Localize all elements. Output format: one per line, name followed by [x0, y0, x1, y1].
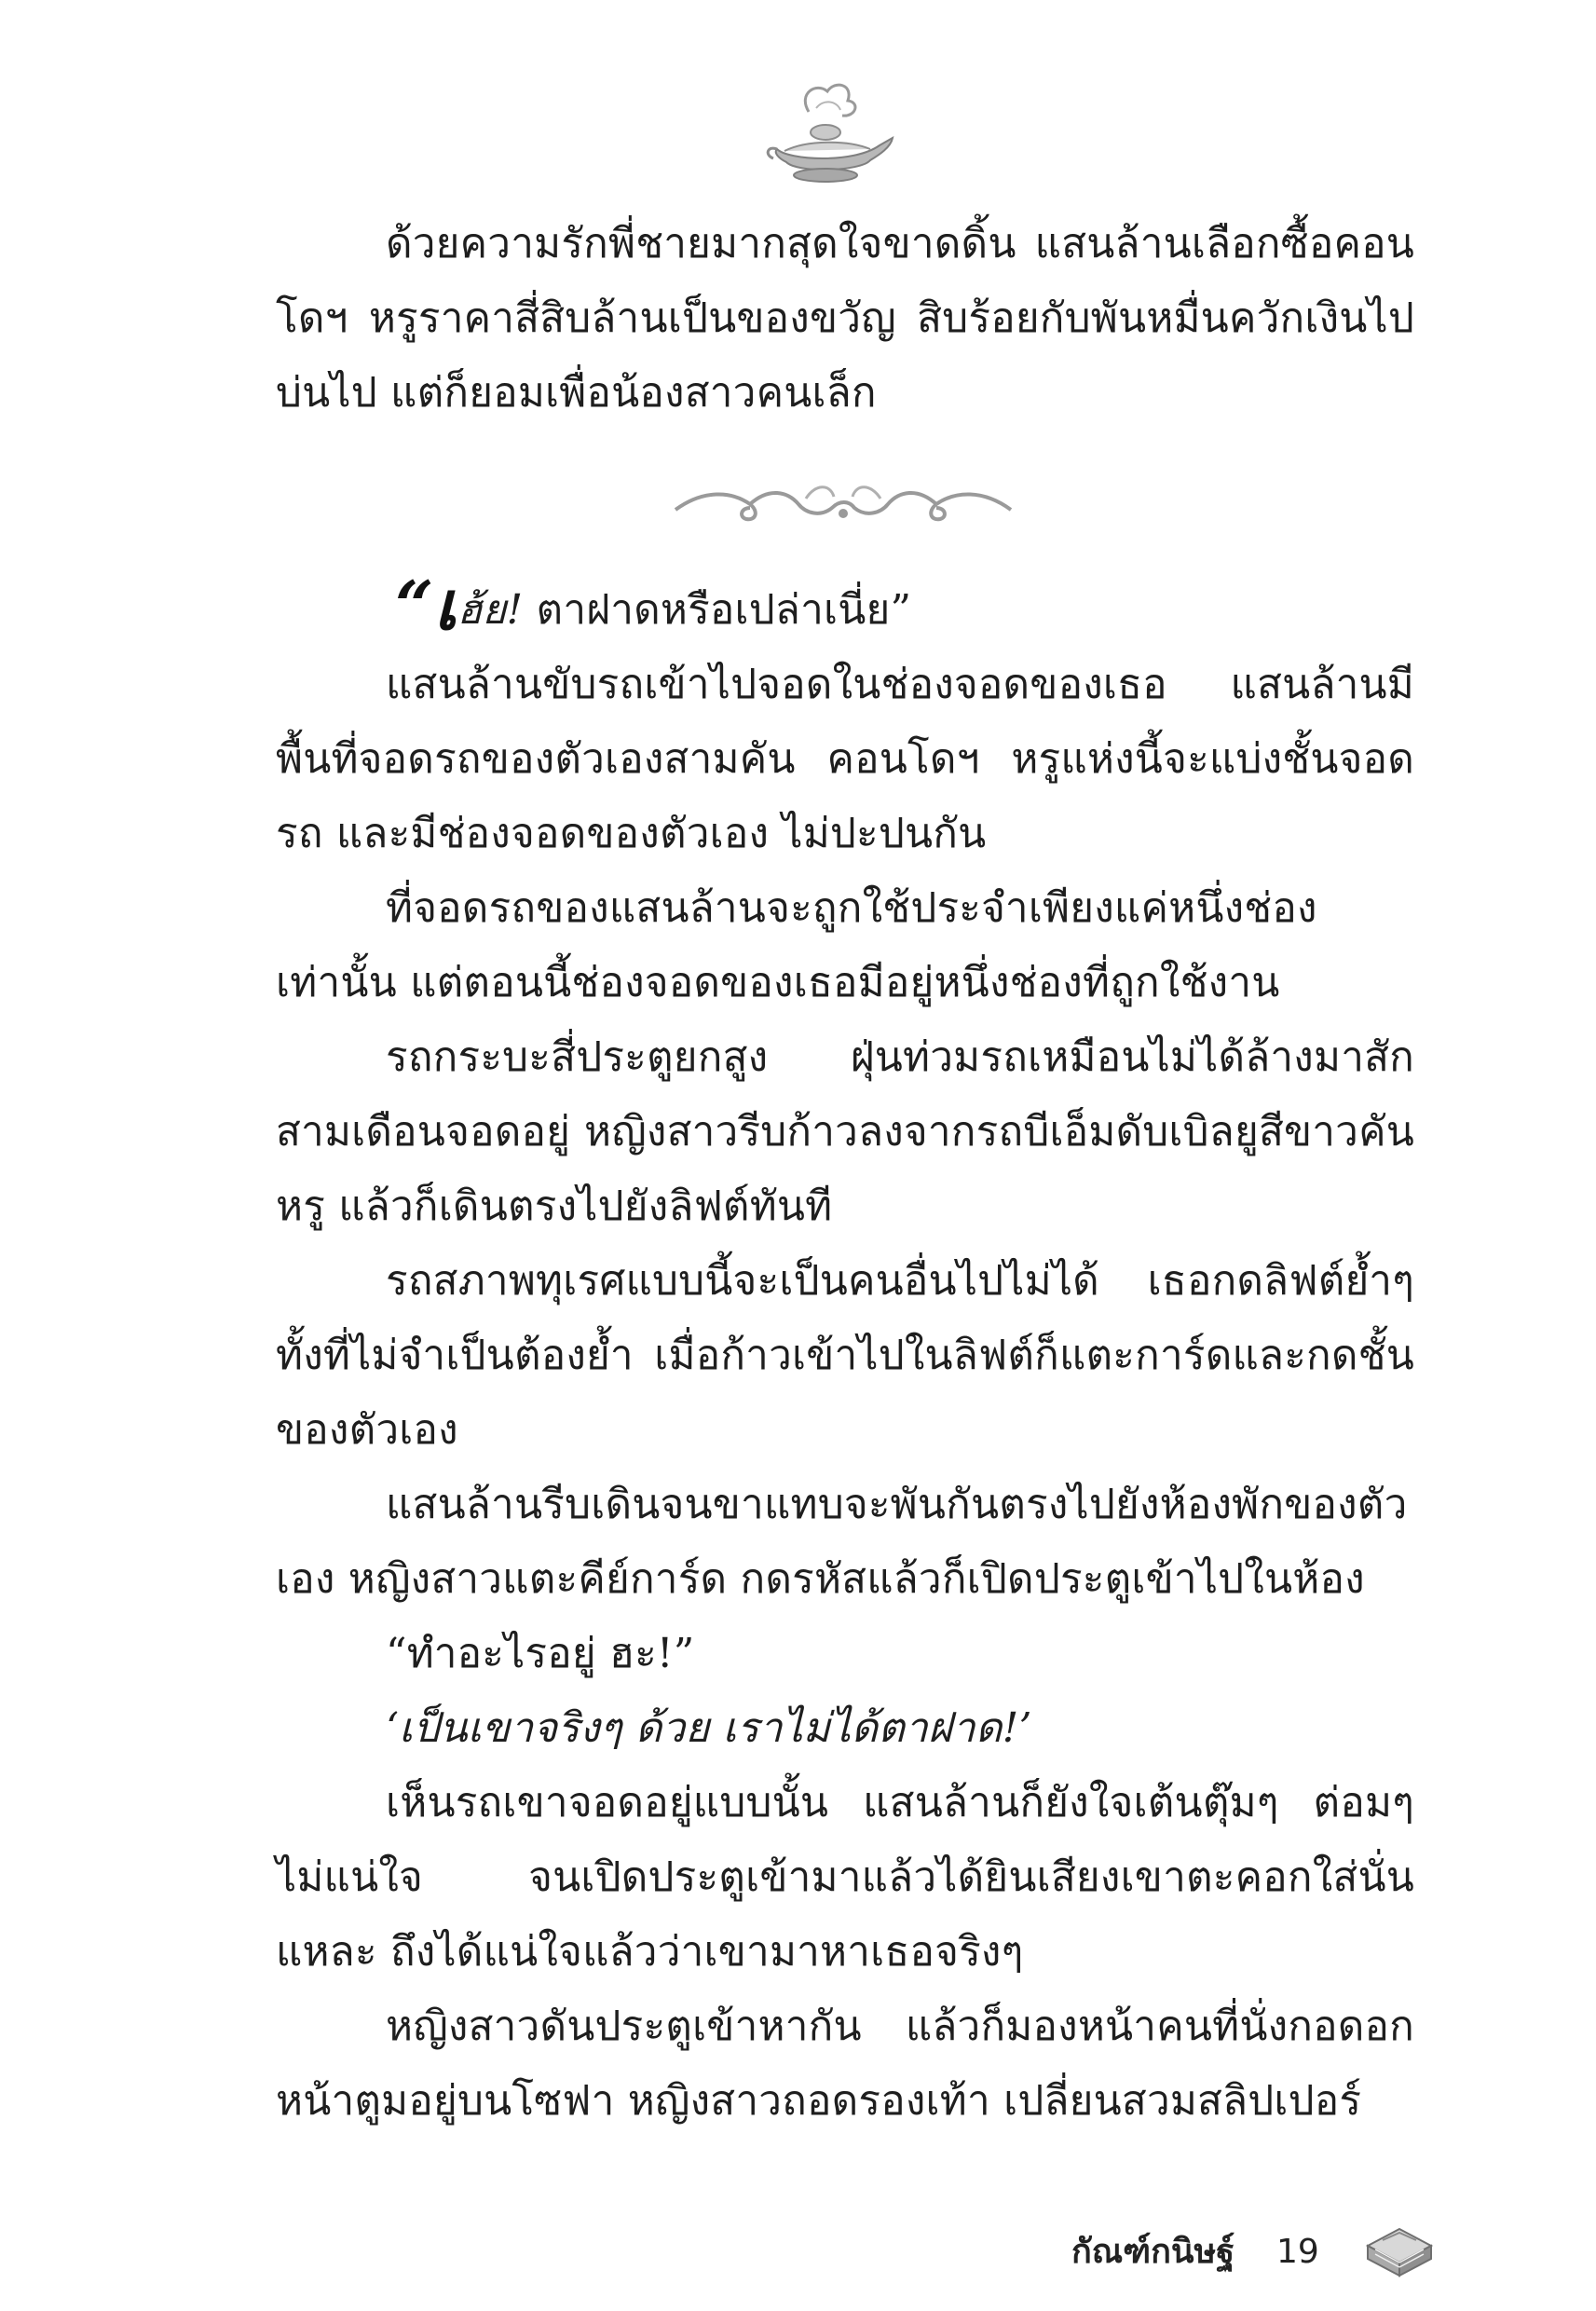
thought-line: ‘เป็นเขาจริงๆ ด้วย เราไม่ได้ตาฝาด!’ [386, 1704, 1032, 1752]
dropcap: “เ [395, 566, 457, 645]
paragraph: ที่จอดรถของแสนล้านจะถูกใช้ประจำเพียงแค่หนึ่งช่องเท่านั้น แต่ตอนนี้ช่องจอดของเธอมีอยู่หนึ่งช่องที่ถูกใช้งาน [276, 884, 1317, 1006]
opening-rest: ตาฝาดหรือเปล่าเนี่ย” [523, 586, 912, 634]
intro-section [276, 207, 1414, 431]
dialogue-line: “ทำอะไรอยู่ ฮะ!” [386, 1630, 695, 1677]
paragraph: รถกระบะสี่ประตูยกสูง ฝุ่นท่วมรถเหมือนไม่ได้ล้างมาสักสามเดือนจอดอยู่ หญิงสาวรีบก้าวลงจากรถบีเอ็มดับเบิลยูสีขาวคันหรู แล้วก็เดินตรงไปยังลิฟต์ทันที [276, 1033, 1414, 1230]
page-number: 19 [1276, 2233, 1319, 2271]
opening-exclaim: ฮ้ย! [457, 586, 524, 634]
paragraph: รถสภาพทุเรศแบบนี้จะเป็นคนอื่นไปไม่ได้ เธอกดลิฟต์ย้ำๆ ทั้งที่ไม่จำเป็นต้องย้ำ เมื่อก้าวเข้าไปในลิฟต์ก็แตะการ์ดและกดชั้นของตัวเอง [276, 1257, 1414, 1454]
opening-line [276, 568, 1414, 648]
paragraph: แสนล้านรีบเดินจนขาแทบจะพันกันตรงไปยังห้องพักของตัวเอง หญิงสาวแตะคีย์การ์ด กดรหัสแล้วก็เปิดประตูเข้าไปในห้อง [276, 1481, 1408, 1603]
paragraph: แสนล้านขับรถเข้าไปจอดในช่องจอดของเธอ แสนล้านมีพื้นที่จอดรถของตัวเองสามคัน คอนโดฯ หรูแห่งนี้จะแบ่งชั้นจอดรถ และมีช่องจอดของตัวเอง ไม่ปะปนกัน [276, 661, 1414, 857]
paragraph: ด้วยความรักพี่ชายมากสุดใจขาดดิ้น แสนล้านเลือกซื้อคอนโดฯ หรูราคาสี่สิบล้านเป็นของขวัญ สิบร้อยกับพันหมื่นควักเงินไปบ่นไป แต่ก็ยอมเพื่อน้องสาวคนเล็ก [276, 220, 1414, 417]
paragraph: หญิงสาวดันประตูเข้าหากัน แล้วก็มองหน้าคนที่นั่งกอดอกหน้าตูมอยู่บนโซฟา หญิงสาวถอดรองเท้า เปลี่ยนสวมสลิปเปอร์ [276, 2003, 1414, 2125]
book-icon [1362, 2222, 1437, 2283]
chapter-body [276, 568, 1414, 2139]
paragraph: เห็นรถเขาจอดอยู่แบบนั้น แสนล้านก็ยังใจเต้นตุ๊มๆ ต่อมๆ ไม่แน่ใจ จนเปิดประตูเข้ามาแล้วได้ยินเสียงเขาตะคอกใส่นั่นแหละ ถึงได้แน่ใจแล้วว่าเขามาหาเธอจริงๆ [276, 1779, 1414, 1976]
flourish-divider-icon [666, 471, 1020, 536]
book-title: กัณฑ์กนิษฐ์ [1071, 2233, 1235, 2271]
page-footer [1071, 2220, 1519, 2285]
magic-lamp-icon [751, 75, 900, 191]
